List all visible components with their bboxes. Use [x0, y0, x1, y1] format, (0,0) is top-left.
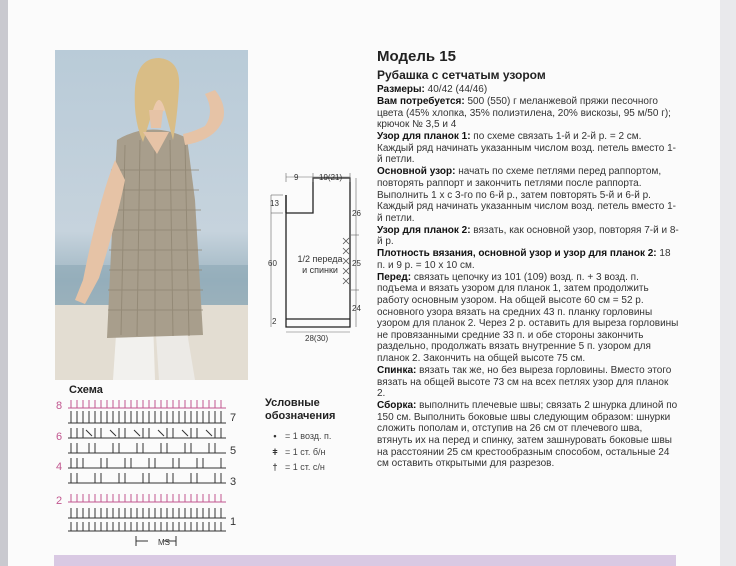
dim-bottom-width-alt: (30)	[313, 334, 329, 343]
stitch-chart	[66, 396, 236, 556]
model-subtitle: Рубашка с сетчатым узором	[377, 68, 546, 82]
section-label: Узор для планок 1:	[377, 131, 471, 143]
section-body: связать цепочку из 101 (109) возд. п. + 3 возд. п. подъема и вязать узором для планок 1, затем продолжить работу основным узором. На общей высоте 60 см = 52 р. основного узора вязать на средних 43 п. планку горловины узором для планок 2. Через 2 р. оставить для выреза горловины не провязанными средние 33 п. и обе стороны закончить раздельно, продолжать вязать внутренние 5 п. узором для планок 2. Закончить на общей высоте 75 см.	[377, 271, 679, 364]
diagram-center-label	[290, 254, 350, 276]
schema-title: Схема	[69, 384, 103, 396]
legend-item-double-crochet	[265, 462, 325, 472]
dim-top-right-value: 19	[319, 173, 328, 182]
row-num-1: 1	[230, 516, 237, 528]
section-assembly	[377, 400, 679, 470]
section-label: Сборка:	[377, 400, 417, 412]
row-num-2: 2	[56, 495, 63, 507]
model-photo-illustration	[55, 50, 248, 380]
model-title: Модель 15	[377, 48, 456, 65]
page-spine	[0, 0, 8, 566]
row-num-5: 5	[230, 445, 237, 457]
section-label: Узор для планок 2:	[377, 224, 471, 236]
section-body: 500 (550) г меланжевой пряжи песочного цвета (45% хлопка, 35% полиэтилена, 20% вискозы, 95 м/50 г); крючок № 3,5 и 4	[377, 95, 671, 131]
chain-stitch-icon: •	[273, 431, 277, 441]
row-num-7: 7	[230, 412, 237, 424]
center-label-line1: 1/2 переда	[297, 254, 343, 264]
dim-right-bottom: 24	[352, 304, 361, 313]
dim-top-right-alt: (21)	[327, 173, 343, 182]
magazine-page	[8, 0, 720, 566]
dim-left-bottom: 2	[272, 317, 277, 326]
model-photo	[55, 50, 248, 380]
section-body: по схеме связать 1-й и 2-й р. = 2 см. Каждый ряд начинать указанным числом возд. петель вместо 1-й петли.	[377, 131, 676, 166]
dim-top-left: 9	[294, 173, 299, 182]
section-label: Основной узор:	[377, 166, 456, 178]
section-front	[377, 272, 679, 365]
section-label: Размеры:	[377, 84, 425, 95]
section-label: Спинка:	[377, 364, 417, 376]
dim-left-height: 60	[268, 259, 277, 268]
row-num-8: 8	[56, 400, 63, 412]
bottom-decorative-bar	[54, 555, 676, 566]
section-density	[377, 248, 679, 271]
dim-bottom-width-value: 28	[305, 334, 314, 343]
legend-item-chain	[265, 431, 331, 441]
section-body: вязать, как основной узор, повторяя 7-й и 8-й р.	[377, 224, 679, 248]
legend-title: Условные обозначения	[265, 397, 336, 422]
section-materials	[377, 96, 679, 131]
legend-item-text: = 1 ст. б/н	[285, 447, 326, 457]
dim-top-right	[319, 173, 342, 182]
center-label-line2: и спинки	[302, 265, 338, 275]
section-sizes	[377, 84, 679, 96]
dim-right-top: 26	[352, 209, 361, 218]
section-back	[377, 365, 679, 400]
instructions-text	[377, 84, 679, 470]
legend-item-text: = 1 возд. п.	[285, 431, 332, 441]
section-body: вязать так же, но без выреза горловины. Вместо этого вязать на общей высоте 73 см на всех петлях узор для планок 2.	[377, 364, 672, 400]
dim-left-shoulder: 13	[270, 199, 279, 208]
section-label: Вам потребуется:	[377, 95, 465, 107]
section-plank1	[377, 131, 679, 166]
dim-right-mid: 25	[352, 259, 361, 268]
section-label: Перед:	[377, 271, 412, 283]
dim-bottom-width	[305, 334, 328, 343]
section-body: 18 п. и 9 р. = 10 х 10 см.	[377, 248, 671, 271]
section-main-pattern	[377, 166, 679, 224]
legend-item-text: = 1 ст. с/н	[285, 462, 325, 472]
section-body: 40/42 (44/46)	[424, 84, 488, 95]
row-num-6: 6	[56, 431, 63, 443]
double-crochet-icon: †	[272, 462, 278, 472]
section-plank2	[377, 225, 679, 248]
section-body: выполнить плечевые швы; связать 2 шнурка длиной по 150 см. Выполнить боковые швы следующим образом: шнурки сложить пополам и, отступив на 26 см от плечевого шва, втянуть их на перед и спинку, затем зашнуровать боковые швы на расстоянии 25 см крестообразным способом, остальные 24 см оставить открытыми для разрезов.	[377, 400, 678, 470]
section-label: Плотность вязания, основной узор и узор для планок 2:	[377, 248, 657, 260]
row-num-4: 4	[56, 461, 63, 473]
rapport-label: MS	[158, 538, 170, 547]
single-crochet-icon: ǂ	[272, 447, 278, 457]
section-body: начать по схеме петлями перед раппортом, повторять раппорт и закончить петлями после раппорта. Выполнить 1 х с 3-го по 6-й р., затем повторять 5-й и 6-й р. Каждый ряд начинать указанным числом возд. петель вместо 1-й петли.	[377, 166, 676, 224]
legend-item-single-crochet	[265, 447, 326, 457]
row-num-3: 3	[230, 476, 237, 488]
